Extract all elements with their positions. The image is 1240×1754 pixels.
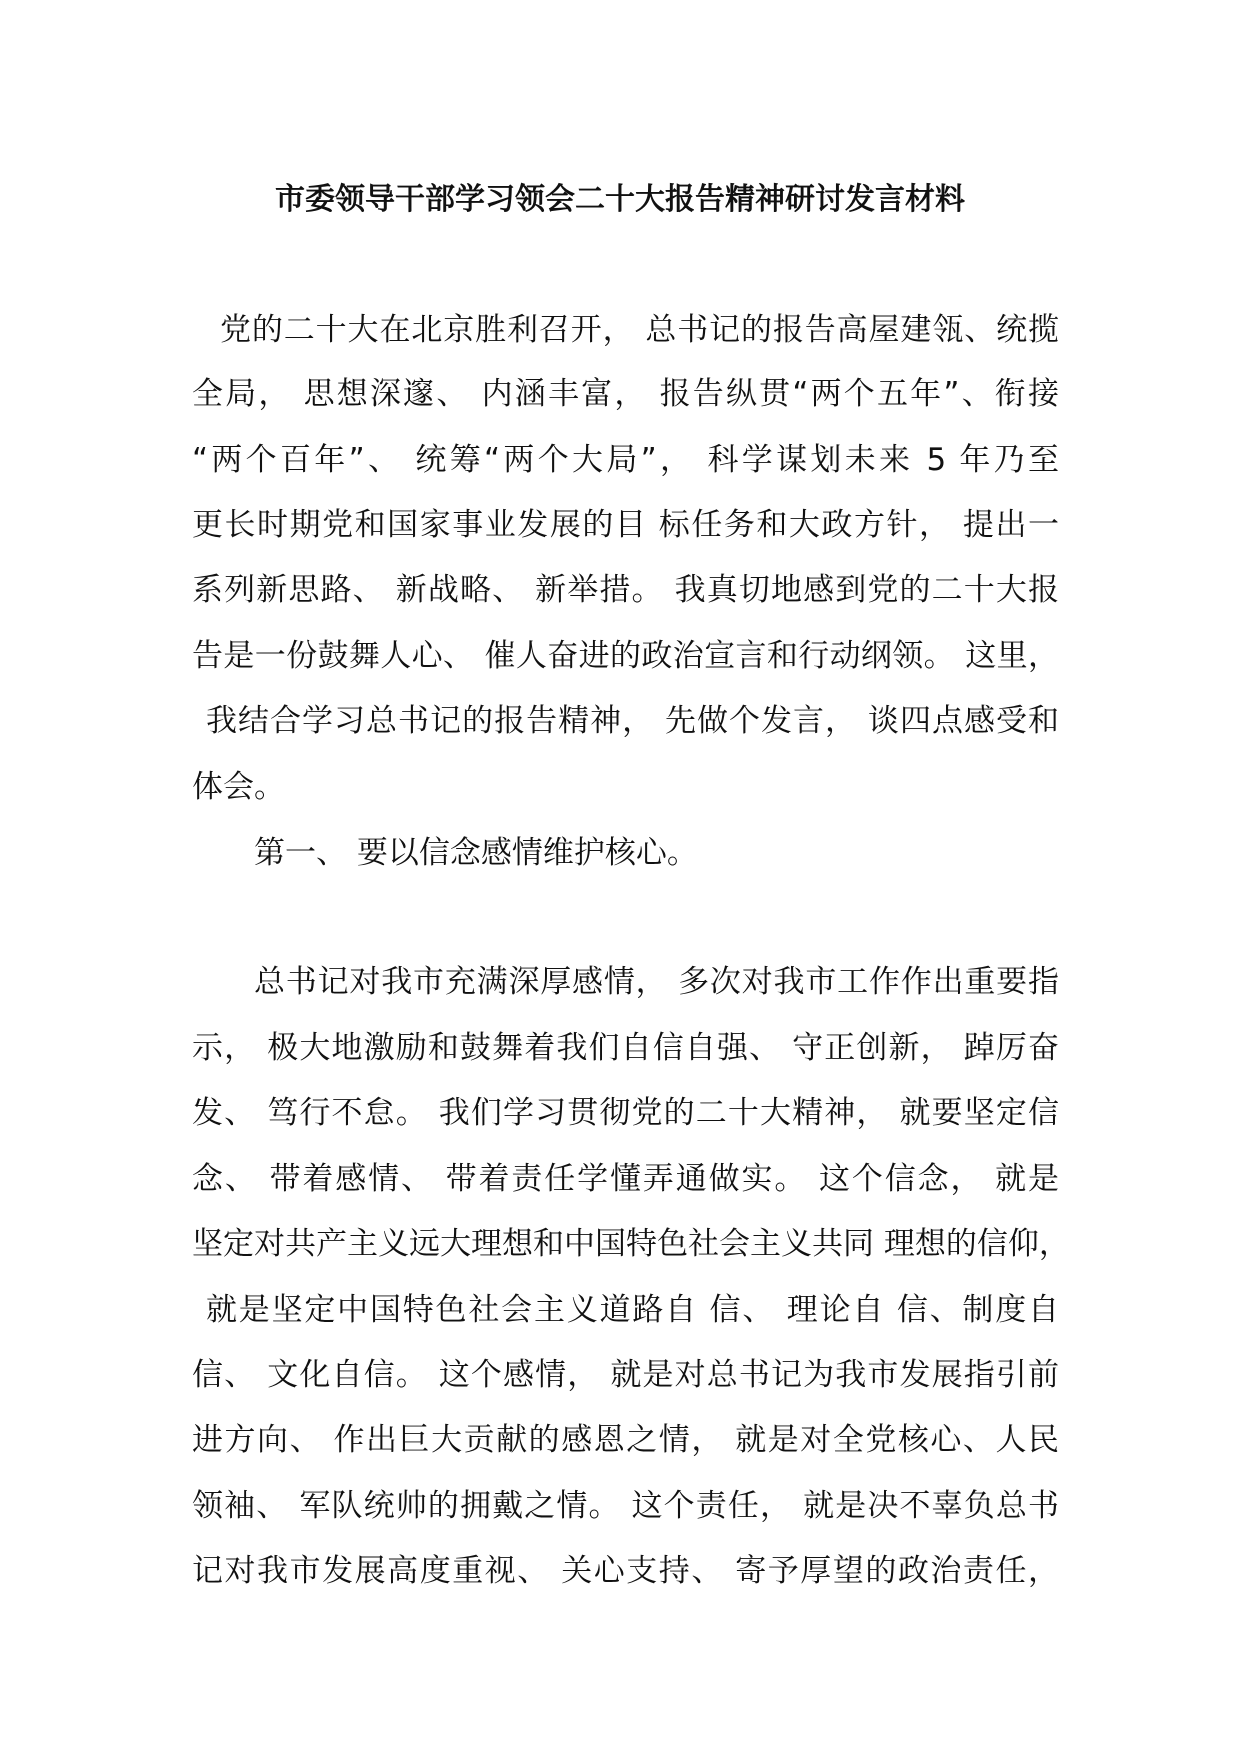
paragraph-line: 领袖、 军队统帅的拥戴之情。 这个责任， 就是决不辜负总书 (192, 1488, 1059, 1524)
paragraph-line: 示， 极大地激励和鼓舞着我们自信自强、 守正创新， 踔厉奋 (192, 1030, 1059, 1066)
paragraph-line: 党的二十大在北京胜利召开， 总书记的报告高屋建瓴、统揽 (220, 312, 1059, 348)
paragraph-line: 总书记对我市充满深厚感情， 多次对我市工作作出重要指 (254, 964, 1059, 1000)
paragraph-line: “两个百年”、 统筹“两个大局”， 科学谋划未来 5 年乃至 (192, 442, 1059, 478)
paragraph-line: 坚定对共产主义远大理想和中国特色社会主义共同 理想的信仰， (192, 1226, 1070, 1262)
document-title: 市委领导干部学习领会二十大报告精神研讨发言材料 (275, 182, 965, 217)
paragraph-line: 进方向、 作出巨大贡献的感恩之情， 就是对全党核心、人民 (192, 1422, 1059, 1458)
paragraph-line: 体会。 (192, 769, 285, 805)
paragraph-line: 就是坚定中国特色社会主义道路自 信、 理论自 信、制度自 (206, 1292, 1059, 1328)
paragraph-line: 发、 笃行不怠。 我们学习贯彻党的二十大精神， 就要坚定信 (192, 1095, 1059, 1131)
paragraph-line: 记对我市发展高度重视、 关心支持、 寄予厚望的政治责任， (192, 1553, 1059, 1589)
paragraph-line: 系列新思路、 新战略、 新举措。 我真切地感到党的二十大报 (192, 572, 1059, 608)
paragraph-line: 我结合学习总书记的报告精神， 先做个发言， 谈四点感受和 (206, 703, 1059, 739)
paragraph-line: 更长时期党和国家事业发展的目 标任务和大政方针， 提出一 (192, 507, 1059, 543)
paragraph-line: 念、 带着感情、 带着责任学懂弄通做实。 这个信念， 就是 (192, 1161, 1059, 1197)
section-heading: 第一、 要以信念感情维护核心。 (254, 835, 698, 871)
paragraph-line: 告是一份鼓舞人心、 催人奋进的政治宣言和行动纲领。 这里， (192, 638, 1059, 674)
paragraph-line: 全局， 思想深邃、 内涵丰富， 报告纵贯“两个五年”、衔接 (192, 376, 1059, 412)
paragraph-line: 信、 文化自信。 这个感情， 就是对总书记为我市发展指引前 (192, 1357, 1059, 1393)
